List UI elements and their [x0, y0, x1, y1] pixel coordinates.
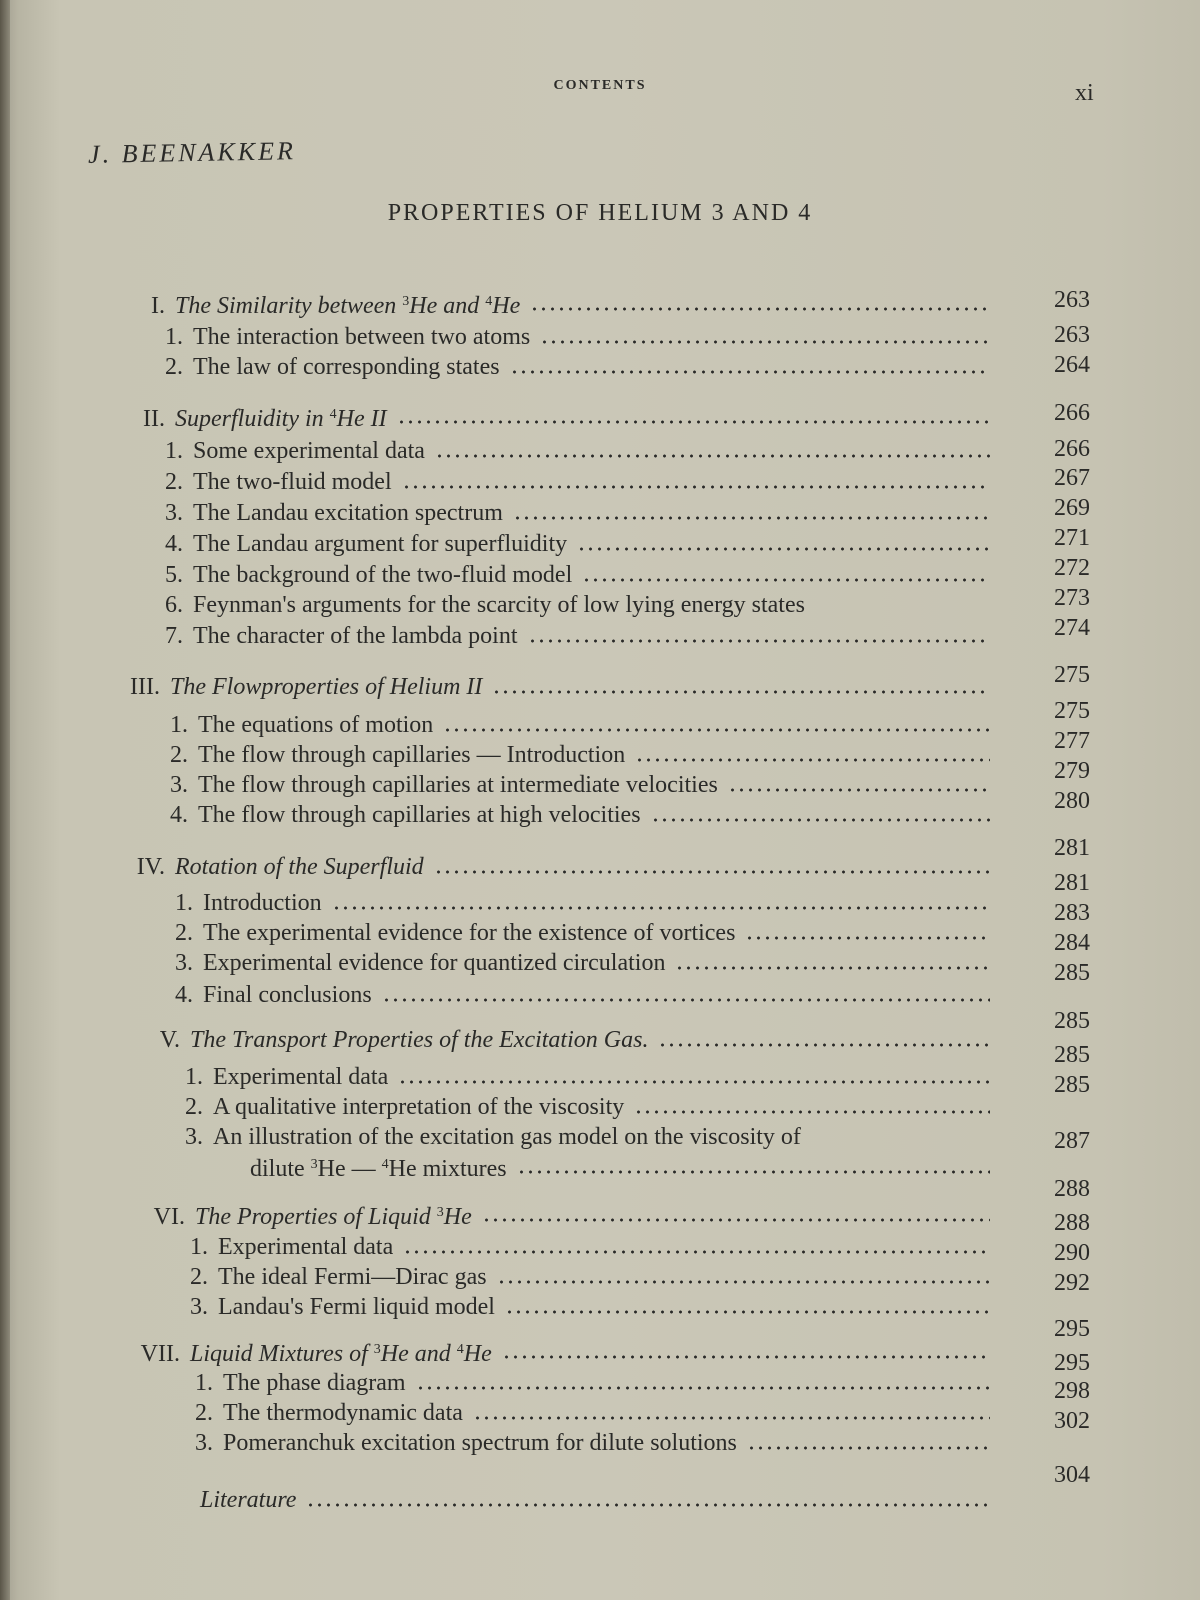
leader-dots — [747, 1446, 990, 1450]
leader-dots — [473, 1416, 990, 1420]
page-ref: 275 — [1054, 662, 1090, 688]
page-ref: 264 — [1054, 352, 1090, 378]
toc-literature — [200, 1485, 1000, 1515]
section-number: 3. — [165, 500, 183, 526]
section-label: The Landau argument for superfluidity — [193, 531, 568, 557]
leader-dots — [306, 1503, 990, 1507]
section-number: 6. — [165, 592, 183, 618]
chapter-number: I. — [151, 293, 165, 319]
section-number: 3. — [195, 1430, 213, 1456]
page-ref: 285 — [1054, 1072, 1090, 1098]
section-number: 1. — [165, 438, 183, 464]
section-label: The two-fluid model — [193, 469, 392, 495]
leader-dots — [811, 1140, 1005, 1144]
leader-dots — [517, 1170, 990, 1174]
toc-section — [195, 1368, 1000, 1398]
toc-chapter-1 — [110, 287, 1000, 321]
section-number: 4. — [165, 531, 183, 557]
section-number: 7. — [165, 623, 183, 649]
chapter-label: Liquid Mixtures of $^3$He and $^4$He — [190, 1341, 492, 1367]
section-label: The equations of motion — [198, 712, 434, 738]
page-ref: 266 — [1054, 400, 1090, 426]
toc-section — [185, 1122, 1015, 1152]
leader-dots — [416, 1386, 990, 1390]
page-ref: 266 — [1054, 436, 1090, 462]
section-label: Feynman's arguments for the scarcity of low lying energy states — [193, 592, 805, 618]
section-number: 2. — [190, 1264, 208, 1290]
toc-section — [190, 1262, 1000, 1292]
page-ref: 267 — [1054, 465, 1090, 491]
section-label: The character of the lambda point — [193, 623, 518, 649]
page-ref: 272 — [1054, 555, 1090, 581]
toc-section — [165, 352, 1000, 382]
page-ref: 280 — [1054, 788, 1090, 814]
section-number: 3. — [175, 950, 193, 976]
section-number: 1. — [195, 1370, 213, 1396]
chapter-number: V. — [159, 1027, 180, 1053]
leader-dots — [530, 307, 990, 311]
toc-section — [175, 888, 1000, 918]
leader-dots — [502, 1355, 990, 1359]
leader-dots — [398, 1080, 990, 1084]
section-label: Introduction — [203, 890, 322, 916]
chapter-number: II. — [143, 406, 165, 432]
section-number: 4. — [175, 982, 193, 1008]
section-label: Experimental data — [213, 1064, 389, 1090]
toc-chapter-4 — [110, 852, 1000, 882]
toc-section — [170, 770, 1000, 800]
chapter-number: IV. — [136, 854, 165, 880]
chapter-number: VI. — [153, 1204, 185, 1230]
page-ref: 302 — [1054, 1408, 1090, 1434]
section-label: Pomeranchuk excitation spectrum for dilute solutions — [223, 1430, 737, 1456]
page-ref: 269 — [1054, 495, 1090, 521]
toc-section-continuation — [250, 1150, 1000, 1184]
toc-section — [165, 436, 1000, 466]
section-label: The interaction between two atoms — [193, 324, 531, 350]
chapter-label: Superfluidity in $^4$He II — [175, 406, 387, 432]
page-ref: 295 — [1054, 1350, 1090, 1376]
leader-dots — [492, 690, 990, 694]
page-ref: 288 — [1054, 1210, 1090, 1236]
toc-section — [175, 980, 1000, 1010]
section-label: The Landau excitation spectrum — [193, 500, 503, 526]
page-ref: 284 — [1054, 930, 1090, 956]
chapter-label: The Similarity between $^3$He and $^4$He — [175, 293, 521, 319]
leader-dots — [745, 936, 990, 940]
leader-dots — [540, 340, 990, 344]
section-label: An illustration of the excitation gas model on the viscosity of — [213, 1124, 801, 1150]
section-label: The thermodynamic data — [223, 1400, 463, 1426]
section-label: The flow through capillaries at intermediate velocities — [198, 772, 718, 798]
toc-section — [165, 621, 1000, 651]
leader-dots — [510, 370, 990, 374]
section-number: 3. — [190, 1294, 208, 1320]
toc-section — [185, 1092, 1000, 1122]
toc-section — [175, 948, 1000, 978]
page-ref: 288 — [1054, 1176, 1090, 1202]
section-label: A qualitative interpretation of the viscosity — [213, 1094, 625, 1120]
section-label: Experimental data — [218, 1234, 394, 1260]
section-number: 1. — [170, 712, 188, 738]
section-number: 2. — [165, 469, 183, 495]
chapter-title: PROPERTIES OF HELIUM 3 AND 4 — [387, 200, 813, 226]
page-ref: 281 — [1054, 870, 1090, 896]
section-number: 4. — [170, 802, 188, 828]
toc-chapter-3 — [105, 672, 1000, 702]
toc-section — [195, 1398, 1000, 1428]
leader-dots — [332, 906, 990, 910]
section-number: 1. — [190, 1234, 208, 1260]
page-ref: 287 — [1054, 1128, 1090, 1154]
toc-section — [165, 590, 1015, 620]
page-ref: 290 — [1054, 1240, 1090, 1266]
leader-dots — [513, 516, 990, 520]
section-label: The law of corresponding states — [193, 354, 500, 380]
page-ref: 295 — [1054, 1316, 1090, 1342]
leader-dots — [635, 758, 990, 762]
leader-dots — [434, 870, 990, 874]
page-ref: 275 — [1054, 698, 1090, 724]
toc-chapter-6 — [130, 1198, 1000, 1232]
section-label: The flow through capillaries at high velocities — [198, 802, 641, 828]
section-label: Some experimental data — [193, 438, 425, 464]
page-ref: 285 — [1054, 1008, 1090, 1034]
section-number: 2. — [170, 742, 188, 768]
chapter-number: III. — [130, 674, 160, 700]
leader-dots — [435, 454, 990, 458]
section-label-continuation: dilute $^3$He — $^4$He mixtures — [250, 1156, 507, 1182]
leader-dots — [505, 1310, 990, 1314]
page-ref: 304 — [1054, 1462, 1090, 1488]
toc-section — [190, 1232, 1000, 1262]
leader-dots — [728, 788, 990, 792]
leader-dots — [403, 1250, 990, 1254]
literature-label: Literature — [200, 1487, 297, 1513]
toc-chapter-5 — [125, 1025, 1000, 1055]
page-ref: 283 — [1054, 900, 1090, 926]
page-number: xi — [1075, 80, 1094, 106]
section-number: 3. — [170, 772, 188, 798]
section-number: 3. — [185, 1124, 203, 1150]
page-ref: 277 — [1054, 728, 1090, 754]
section-label: Experimental evidence for quantized circulation — [203, 950, 666, 976]
leader-dots — [582, 578, 990, 582]
section-number: 2. — [185, 1094, 203, 1120]
section-number: 2. — [195, 1400, 213, 1426]
toc-section — [185, 1062, 1000, 1092]
page-ref: 263 — [1054, 287, 1090, 313]
running-head: CONTENTS — [553, 78, 647, 93]
page-ref: 298 — [1054, 1378, 1090, 1404]
page-ref: 271 — [1054, 525, 1090, 551]
page-ref: 279 — [1054, 758, 1090, 784]
toc-section — [175, 918, 1000, 948]
page-ref: 273 — [1054, 585, 1090, 611]
leader-dots — [482, 1218, 990, 1222]
section-label: The ideal Fermi—Dirac gas — [218, 1264, 487, 1290]
leader-dots — [382, 998, 990, 1002]
toc-section — [170, 740, 1000, 770]
section-label: Landau's Fermi liquid model — [218, 1294, 495, 1320]
section-number: 1. — [175, 890, 193, 916]
toc-section — [195, 1428, 1000, 1458]
chapter-number: VII. — [140, 1341, 180, 1367]
section-number: 1. — [185, 1064, 203, 1090]
leader-dots — [497, 1280, 990, 1284]
section-number: 5. — [165, 562, 183, 588]
chapter-label: Rotation of the Superfluid — [175, 854, 424, 880]
page-ref: 292 — [1054, 1270, 1090, 1296]
leader-dots — [577, 547, 990, 551]
section-number: 2. — [175, 920, 193, 946]
leader-dots — [634, 1110, 990, 1114]
section-number: 2. — [165, 354, 183, 380]
section-number: 1. — [165, 324, 183, 350]
toc-section — [165, 322, 1000, 352]
section-label: The experimental evidence for the existence of vortices — [203, 920, 736, 946]
leader-dots — [443, 728, 990, 732]
leader-dots — [658, 1043, 990, 1047]
section-label: The phase diagram — [223, 1370, 406, 1396]
author-name: J. BEENAKKER — [87, 136, 297, 169]
page-ref: 285 — [1054, 960, 1090, 986]
toc-section — [165, 498, 1000, 528]
page-ref: 263 — [1054, 322, 1090, 348]
section-label: The flow through capillaries — Introduction — [198, 742, 626, 768]
leader-dots — [675, 966, 990, 970]
toc-section — [165, 529, 1000, 559]
leader-dots — [528, 639, 990, 643]
toc-section — [165, 560, 1000, 590]
leader-dots — [815, 608, 1005, 612]
section-label: The background of the two-fluid model — [193, 562, 573, 588]
chapter-label: The Properties of Liquid $^3$He — [195, 1204, 472, 1230]
toc-section — [165, 467, 1000, 497]
toc-section — [170, 800, 1000, 830]
toc-section — [170, 710, 1000, 740]
section-label: Final conclusions — [203, 982, 372, 1008]
toc-chapter-2 — [110, 400, 1000, 434]
toc-chapter-7 — [125, 1335, 1000, 1369]
chapter-label: The Flowproperties of Helium II — [170, 674, 483, 700]
leader-dots — [402, 485, 990, 489]
page-ref: 274 — [1054, 615, 1090, 641]
toc-section — [190, 1292, 1000, 1322]
page-ref: 281 — [1054, 835, 1090, 861]
leader-dots — [651, 818, 990, 822]
chapter-label: The Transport Properties of the Excitation Gas. — [190, 1027, 649, 1053]
leader-dots — [397, 420, 990, 424]
page-ref: 285 — [1054, 1042, 1090, 1068]
